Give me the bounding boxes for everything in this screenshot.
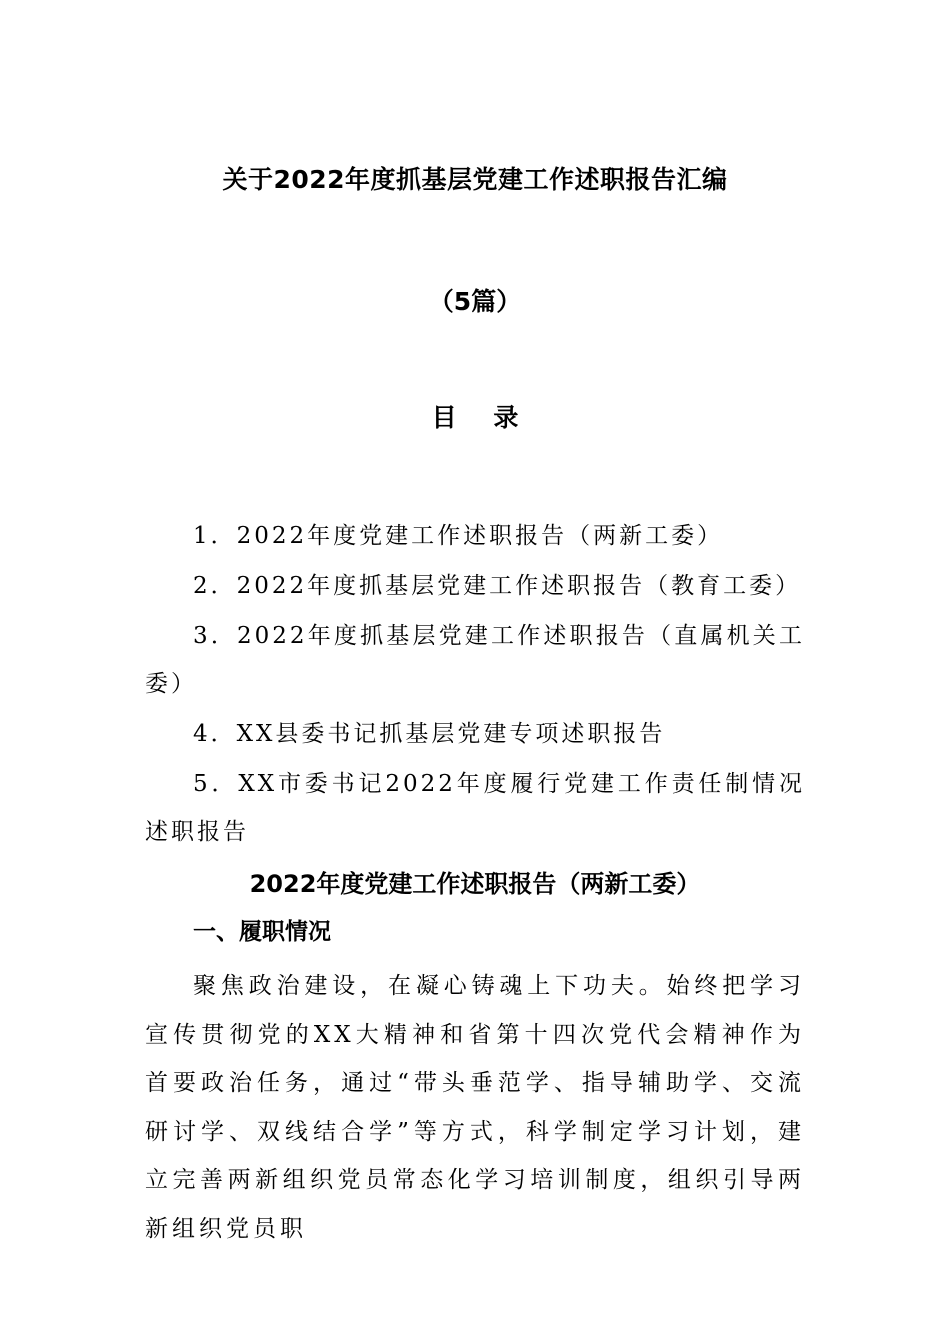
toc-heading: 目 录 <box>431 403 533 432</box>
toc-item-1: 1．2022年度党建工作述职报告（两新工委） <box>193 523 724 549</box>
section-subheading: 一、履职情况 <box>193 919 331 945</box>
body-paragraph: 聚焦政治建设，在凝心铸魂上下功夫。始终把学习宣传贯彻党的XX大精神和省第十四次党代会精神作为首要政治任务，通过“带头垂范学、指导辅助学、交流研讨学、双线结合学”等方式，科学制定学习计划，建立完善两新组织党员常态化学习培训制度，组织引导两新组织党员职 <box>145 973 805 1242</box>
table-of-contents <box>145 512 805 856</box>
section-title: 2022年度党建工作述职报告（两新工委） <box>249 870 701 898</box>
toc-item-4: 4．XX县委书记抓基层党建专项述职报告 <box>193 721 666 747</box>
toc-item-2: 2．2022年度抓基层党建工作述职报告（教育工委） <box>193 573 802 599</box>
toc-item-5: 5．XX市委书记2022年度履行党建工作责任制情况述职报告 <box>145 771 805 845</box>
toc-item-3: 3．2022年度抓基层党建工作述职报告（直属机关工委） <box>145 623 805 697</box>
document-subtitle: （5篇） <box>428 287 522 316</box>
document-title: 关于2022年度抓基层党建工作述职报告汇编 <box>222 165 728 194</box>
